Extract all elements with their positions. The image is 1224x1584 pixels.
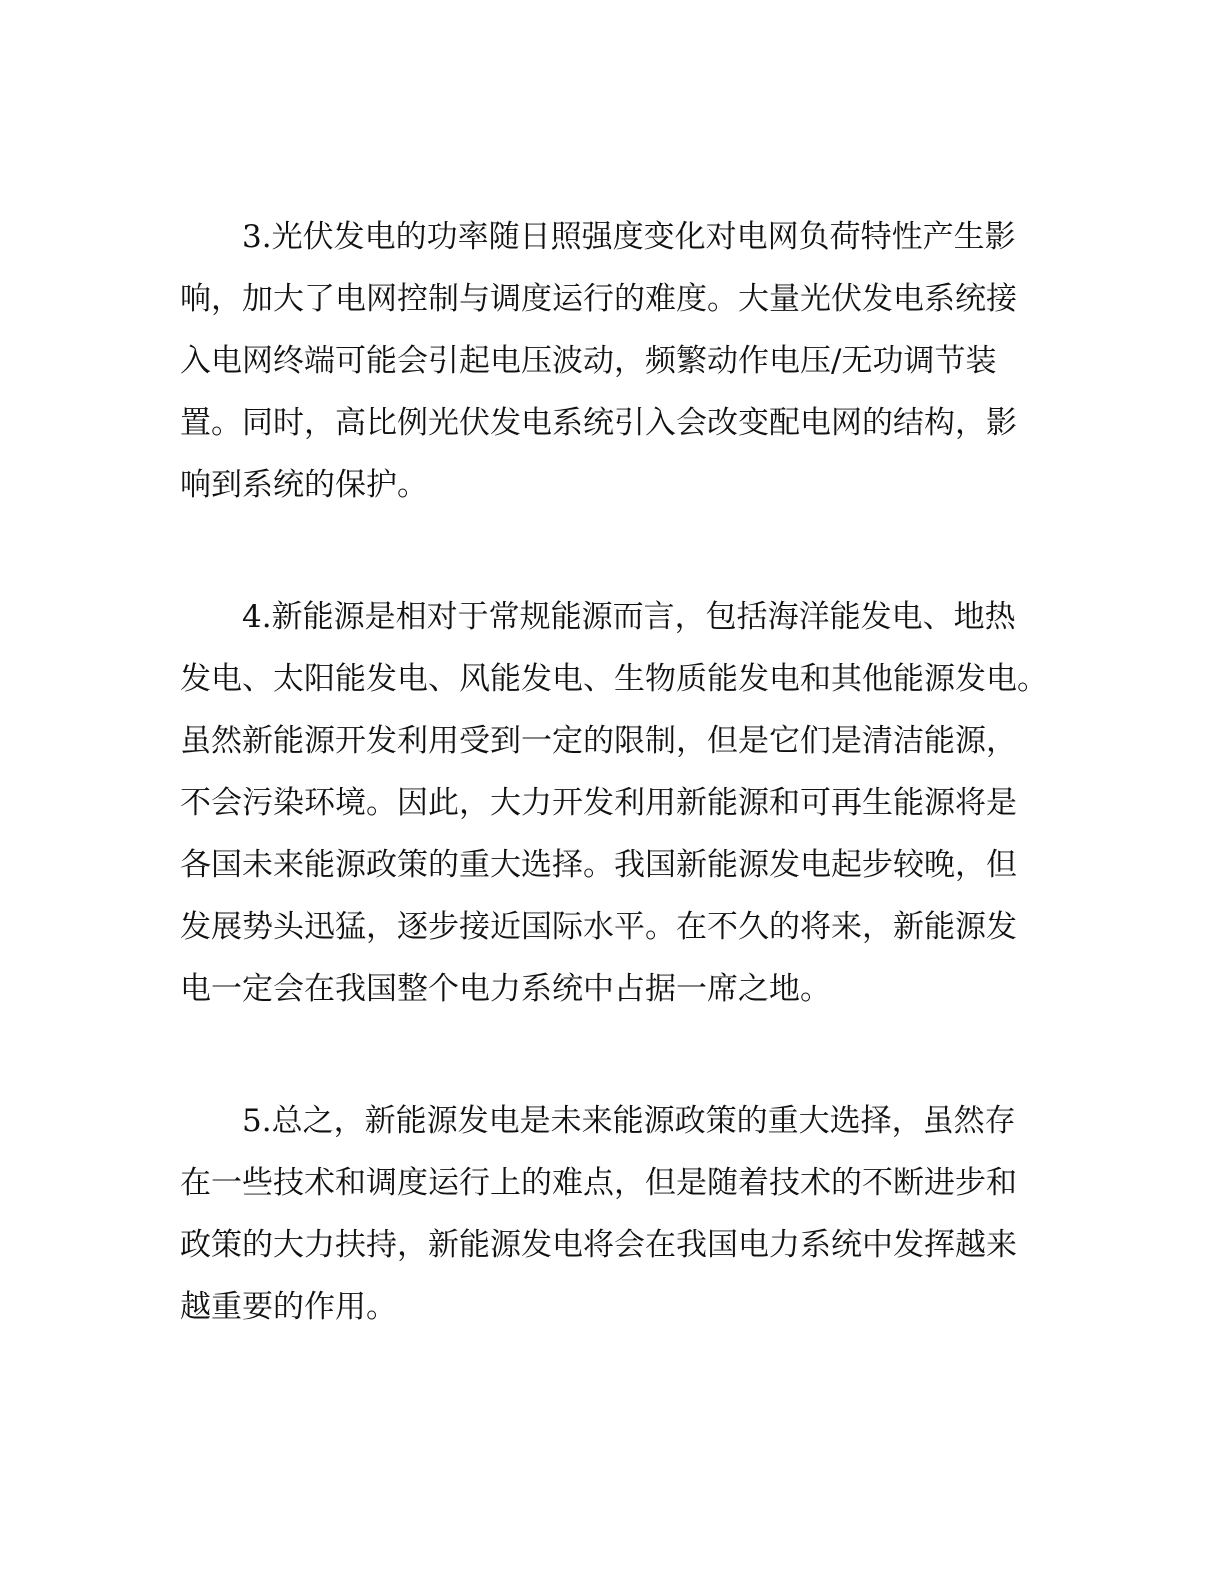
paragraph-line: 发电、太阳能发电、风能发电、生物质能发电和其他能源发电。 [180,661,1048,697]
paragraph-line: 5.总之，新能源发电是未来能源政策的重大选择，虽然存 [242,1103,1016,1139]
paragraph-line: 3.光伏发电的功率随日照强度变化对电网负荷特性产生影 [242,219,1016,255]
paragraph-3 [180,206,1040,516]
paragraph-spacer [180,1020,1040,1090]
paragraph-line: 发展势头迅猛，逐步接近国际水平。在不久的将来，新能源发 [180,909,1017,945]
paragraph-line: 各国未来能源政策的重大选择。我国新能源发电起步较晚，但 [180,847,1017,883]
paragraph-line: 电一定会在我国整个电力系统中占据一席之地。 [180,971,831,1007]
paragraph-line: 在一些技术和调度运行上的难点，但是随着技术的不断进步和 [180,1165,1017,1201]
paragraph-line: 不会污染环境。因此，大力开发利用新能源和可再生能源将是 [180,785,1017,821]
paragraph-line: 入电网终端可能会引起电压波动，频繁动作电压/无功调节装 [180,343,997,379]
paragraph-line: 置。同时，高比例光伏发电系统引入会改变配电网的结构，影 [180,405,1017,441]
paragraph-line: 越重要的作用。 [180,1289,397,1325]
paragraph-line: 响，加大了电网控制与调度运行的难度。大量光伏发电系统接 [180,281,1017,317]
paragraph-line: 虽然新能源开发利用受到一定的限制，但是它们是清洁能源， [180,723,1017,759]
paragraph-4 [180,586,1048,1020]
paragraph-spacer [180,516,1040,586]
paragraph-line: 响到系统的保护。 [180,467,428,503]
paragraph-5 [180,1090,1040,1338]
paragraph-line: 政策的大力扶持，新能源发电将会在我国电力系统中发挥越来 [180,1227,1017,1263]
paragraph-line: 4.新能源是相对于常规能源而言，包括海洋能发电、地热 [242,599,1016,635]
document-page [180,206,1048,1338]
